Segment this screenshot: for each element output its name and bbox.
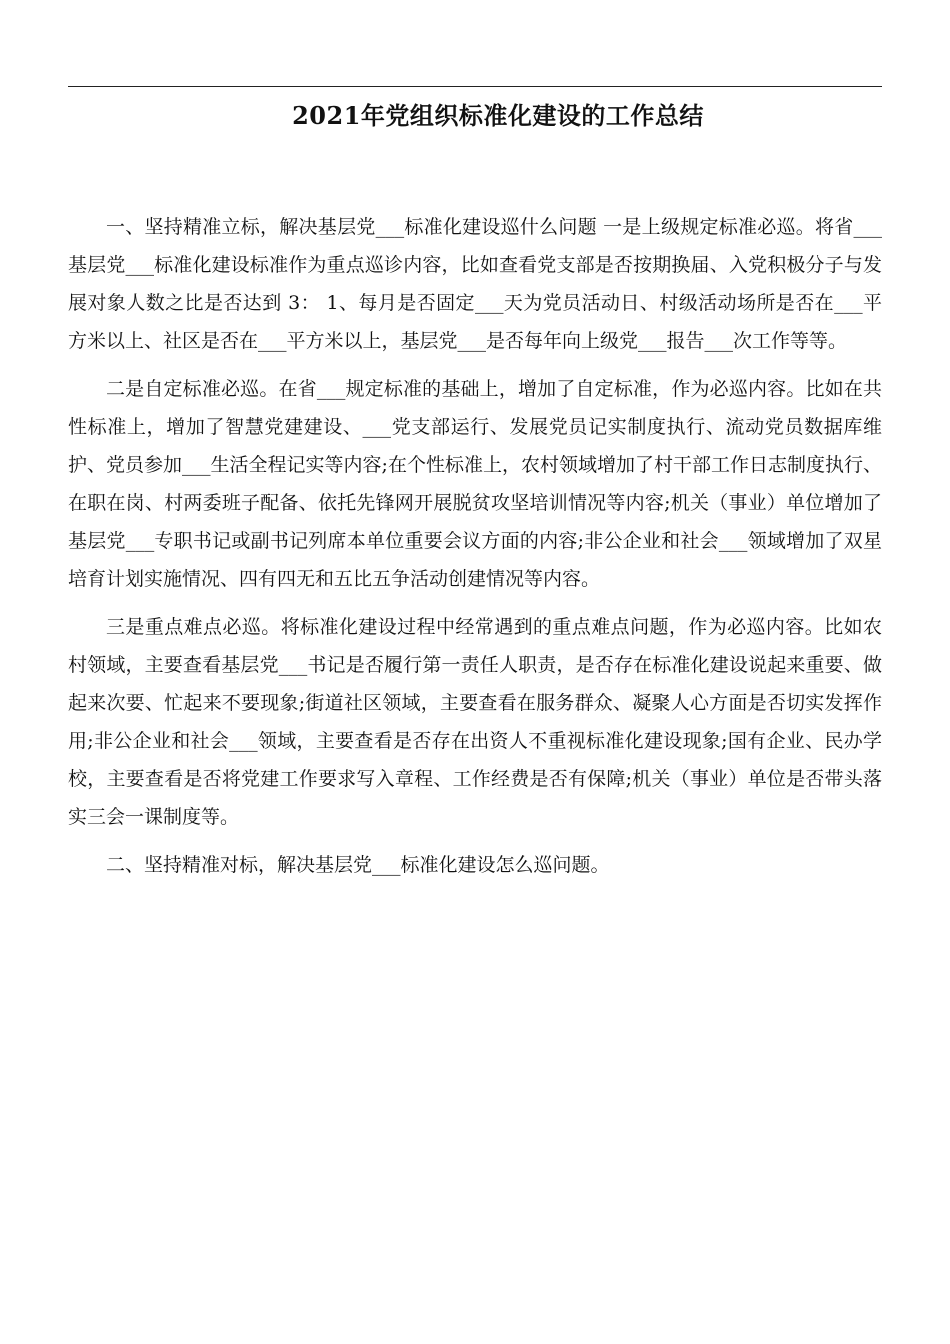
paragraph-1: 一、坚持精准立标，解决基层党___标准化建设巡什么问题 一是上级规定标准必巡。将省___基层党___标准化建设标准作为重点巡诊内容，比如查看党支部是否按期换届、入党积极分子与发展对象人数之比是否达到 3： 1、每月是否固定___天为党员活动日、村级活动场所是否在___平方米以上、社区是否在___平方米以上，基层党___是否每年向上级党___报告___次工作等等。 — [68, 216, 882, 352]
paragraph-4: 二、坚持精准对标，解决基层党___标准化建设怎么巡问题。 — [106, 854, 610, 876]
paragraph-3: 三是重点难点必巡。将标准化建设过程中经常遇到的重点难点问题，作为必巡内容。比如农村领域，主要查看基层党___书记是否履行第一责任人职责，是否存在标准化建设说起来重要、做起来次要、忙起来不要现象;街道社区领域，主要查看在服务群众、凝聚人心方面是否切实发挥作用;非公企业和社会___领域，主要查看是否存在出资人不重视标准化建设现象;国有企业、民办学校，主要查看是否将党建工作要求写入章程、工作经费是否有保障;机关（事业）单位是否带头落实三会一课制度等。 — [68, 616, 882, 828]
header-rule — [68, 86, 882, 87]
document-title: 2021年党组织标准化建设的工作总结 — [292, 101, 704, 130]
paragraph-2: 二是自定标准必巡。在省___规定标准的基础上，增加了自定标准，作为必巡内容。比如在共性标准上，增加了智慧党建建设、___党支部运行、发展党员记实制度执行、流动党员数据库维护、党员参加___生活全程记实等内容;在个性标准上，农村领域增加了村干部工作日志制度执行、在职在岗、村两委班子配备、依托先锋网开展脱贫攻坚培训情况等内容;机关（事业）单位增加了基层党___专职书记或副书记列席本单位重要会议方面的内容;非公企业和社会___领域增加了双星培育计划实施情况、四有四无和五比五争活动创建情况等内容。 — [68, 378, 882, 590]
document-body — [68, 208, 882, 891]
